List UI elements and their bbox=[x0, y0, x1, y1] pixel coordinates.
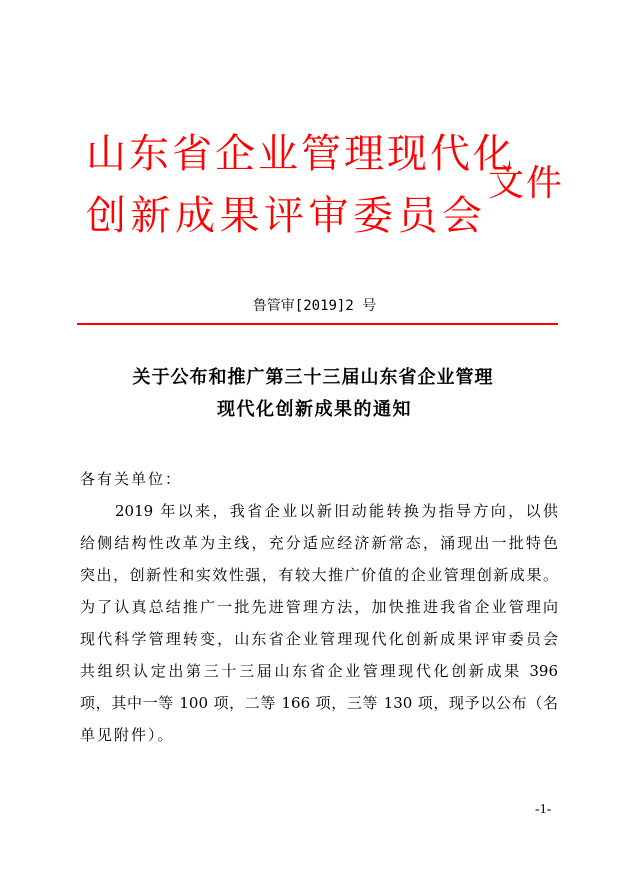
masthead-line-1: 山东省企业管理现代化 bbox=[86, 131, 516, 177]
body-line: 共组织认定出第三十三届山东省企业管理现代化创新成果 396 bbox=[80, 662, 558, 680]
body-line: 2019 年以来，我省企业以新旧动能转换为指导方向，以供 bbox=[115, 502, 558, 520]
body-line: 单见附件）。 bbox=[80, 726, 175, 744]
body-line: 给侧结构性改革为主线，充分适应经济新常态，涌现出一批特色 bbox=[80, 534, 558, 552]
notice-title-line-1: 关于公布和推广第三十三届山东省企业管理 bbox=[132, 367, 494, 388]
masthead-line-2: 创新成果评审委员会 bbox=[86, 193, 487, 239]
salutation: 各有关单位： bbox=[80, 470, 183, 488]
document-number: 鲁管审[2019]2 号 bbox=[252, 298, 377, 314]
body-line: 突出，创新性和实效性强，有较大推广价值的企业管理创新成果。 bbox=[80, 566, 558, 584]
notice-title-line-2: 现代化创新成果的通知 bbox=[217, 399, 412, 420]
masthead-suffix: 文件 bbox=[488, 163, 565, 204]
notice-title bbox=[0, 362, 629, 426]
body-line: 现代科学管理转变，山东省企业管理现代化创新成果评审委员会 bbox=[80, 630, 558, 648]
masthead bbox=[86, 128, 576, 248]
page-number: -1- bbox=[535, 802, 552, 817]
red-divider bbox=[77, 323, 558, 325]
body-line: 项，其中一等 100 项，二等 166 项，三等 130 项，现予以公布（名 bbox=[80, 694, 558, 712]
body-paragraph bbox=[80, 501, 558, 757]
body-line: 为了认真总结推广一批先进管理方法，加快推进我省企业管理向 bbox=[80, 598, 558, 616]
